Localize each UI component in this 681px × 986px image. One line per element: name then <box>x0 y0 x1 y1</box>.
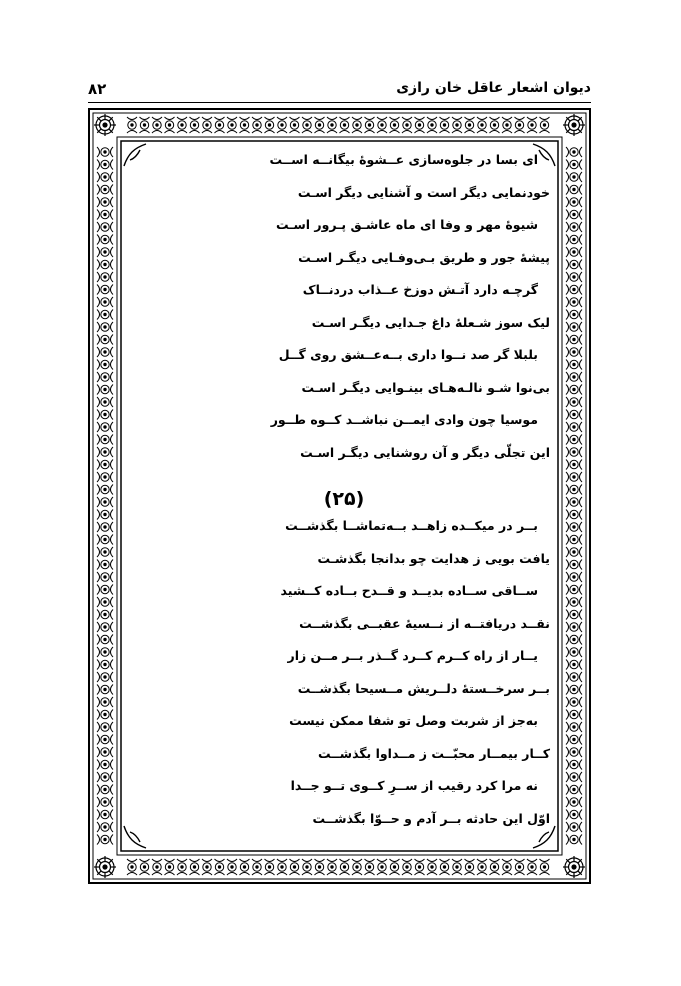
border-motif <box>540 859 550 875</box>
border-motif <box>566 560 582 570</box>
border-motif <box>97 160 113 170</box>
border-motif <box>97 360 113 370</box>
border-motif <box>566 435 582 445</box>
border-corner-rosette <box>563 856 585 878</box>
border-motif <box>566 335 582 345</box>
running-title: دیوان اشعار عاقل خان رازی <box>396 80 591 96</box>
border-motif <box>165 117 175 133</box>
border-motif <box>365 859 375 875</box>
border-motif <box>177 117 187 133</box>
border-motif <box>97 197 113 207</box>
border-motif <box>566 160 582 170</box>
border-motif <box>140 859 150 875</box>
border-motif <box>566 460 582 470</box>
border-motif <box>97 510 113 520</box>
border-motif <box>97 647 113 657</box>
border-motif <box>452 117 462 133</box>
border-motif <box>402 117 412 133</box>
verse-second-hemistich: اوّل این حادثه بــر آدم و حــوّا بگذشــت <box>312 810 550 826</box>
border-motif <box>97 722 113 732</box>
border-motif <box>427 859 437 875</box>
border-motif <box>365 117 375 133</box>
border-motif <box>440 117 450 133</box>
border-motif <box>227 117 237 133</box>
verse-first-hemistich: بــر در میکــده زاهــد بــه‌تماشــا بگذشــت <box>285 518 538 533</box>
border-motif <box>277 117 287 133</box>
verse-second-hemistich: کــار بیمــار محبّــت ز مــداوا بگذشــت <box>318 745 550 761</box>
border-motif <box>566 197 582 207</box>
border-motif <box>515 117 525 133</box>
verse-first-hemistich: نه مرا کرد رقیب از ســرِ کــوی تــو جــدا <box>290 778 538 793</box>
border-motif <box>202 117 212 133</box>
border-motif <box>566 247 582 257</box>
border-motif <box>566 272 582 282</box>
inner-corner-flourish <box>533 826 555 848</box>
border-motif <box>177 859 187 875</box>
border-motif <box>566 772 582 782</box>
border-motif <box>240 117 250 133</box>
border-motif <box>97 347 113 357</box>
border-motif <box>566 147 582 157</box>
border-motif <box>465 117 475 133</box>
border-motif <box>215 117 225 133</box>
border-corner-rosette <box>563 114 585 136</box>
border-motif <box>566 447 582 457</box>
border-motif <box>566 410 582 420</box>
border-motif <box>97 210 113 220</box>
border-motif <box>97 672 113 682</box>
border-motif <box>566 472 582 482</box>
border-motif <box>290 117 300 133</box>
border-motif <box>566 747 582 757</box>
border-motif <box>566 647 582 657</box>
border-motif <box>490 859 500 875</box>
border-motif <box>97 835 113 845</box>
border-motif <box>97 247 113 257</box>
border-motif <box>97 422 113 432</box>
border-motif <box>97 585 113 595</box>
border-motif <box>97 797 113 807</box>
border-motif <box>97 747 113 757</box>
border-motif <box>97 485 113 495</box>
verse-first-hemistich: یــار از راه کــرم کــرد گــذر بــر مــن زار <box>287 648 538 663</box>
border-motif <box>97 685 113 695</box>
border-motif <box>97 760 113 770</box>
border-motif <box>566 172 582 182</box>
border-motif <box>97 172 113 182</box>
border-motif <box>402 859 412 875</box>
border-motif <box>265 859 275 875</box>
inner-corner-flourish <box>124 144 146 166</box>
border-motif <box>477 859 487 875</box>
border-motif <box>97 785 113 795</box>
border-motif <box>97 472 113 482</box>
border-motif <box>140 117 150 133</box>
border-motif <box>265 117 275 133</box>
verse-first-hemistich: ســاقی ســاده بدیــد و قــدح بــاده کــشید <box>280 583 538 598</box>
border-motif <box>566 222 582 232</box>
border-motif <box>97 185 113 195</box>
border-motif <box>97 272 113 282</box>
border-motif <box>97 397 113 407</box>
border-motif <box>566 397 582 407</box>
border-motif <box>566 260 582 270</box>
border-motif <box>566 672 582 682</box>
border-motif <box>152 117 162 133</box>
border-motif <box>97 410 113 420</box>
header-rule <box>88 102 591 103</box>
border-motif <box>97 622 113 632</box>
verse-second-hemistich: بــر سرخــستهٔ دلــریش مــسیحا بگذشــت <box>297 680 550 696</box>
border-motif <box>440 859 450 875</box>
border-motif <box>302 859 312 875</box>
border-motif <box>566 185 582 195</box>
border-motif <box>566 810 582 820</box>
border-motif <box>566 535 582 545</box>
page-header <box>88 80 591 102</box>
page-number: ۸۲ <box>88 80 107 98</box>
border-motif <box>97 385 113 395</box>
border-motif <box>515 859 525 875</box>
border-motif <box>97 697 113 707</box>
verse-second-hemistich: بی‌نوا شـو نالـه‌هـای بینـوایی دیگـر اسـت <box>301 379 550 395</box>
verse-second-hemistich: نقــد دریافتــه از نــسیهٔ عقبــی بگذشــت <box>299 615 550 631</box>
border-motif <box>566 547 582 557</box>
border-motif <box>97 710 113 720</box>
border-motif <box>315 859 325 875</box>
border-motif <box>97 497 113 507</box>
border-motif <box>566 347 582 357</box>
border-corner-rosette <box>94 856 116 878</box>
border-motif <box>566 522 582 532</box>
border-motif <box>377 117 387 133</box>
border-motif <box>97 810 113 820</box>
border-motif <box>97 372 113 382</box>
border-motif <box>566 422 582 432</box>
border-motif <box>327 859 337 875</box>
border-motif <box>97 222 113 232</box>
border-motif <box>127 117 137 133</box>
border-motif <box>97 572 113 582</box>
border-motif <box>252 117 262 133</box>
border-motif <box>97 822 113 832</box>
border-motif <box>477 117 487 133</box>
inner-corner-flourish <box>124 826 146 848</box>
border-motif <box>302 117 312 133</box>
border-motif <box>165 859 175 875</box>
border-corner-rosette <box>94 114 116 136</box>
border-motif <box>97 535 113 545</box>
border-motif <box>566 310 582 320</box>
border-motif <box>97 660 113 670</box>
border-motif <box>190 117 200 133</box>
border-motif <box>97 285 113 295</box>
border-motif <box>566 785 582 795</box>
verse-first-hemistich: موسیا چون وادی ایمــن نباشــد کــوه طــور <box>270 412 538 427</box>
border-motif <box>427 117 437 133</box>
border-motif <box>566 297 582 307</box>
border-motif <box>566 385 582 395</box>
border-motif <box>390 117 400 133</box>
border-motif <box>252 859 262 875</box>
border-motif <box>566 660 582 670</box>
border-motif <box>352 117 362 133</box>
border-motif <box>566 372 582 382</box>
verse-first-hemistich: ای بسا در جلوه‌سازی عــشوهٔ بیگانــه اســت <box>269 152 538 167</box>
border-motif <box>202 859 212 875</box>
border-motif <box>97 597 113 607</box>
border-motif <box>327 117 337 133</box>
border-motif <box>465 859 475 875</box>
border-motif <box>566 760 582 770</box>
border-motif <box>490 117 500 133</box>
border-motif <box>352 859 362 875</box>
border-motif <box>566 835 582 845</box>
border-motif <box>97 335 113 345</box>
border-motif <box>566 822 582 832</box>
border-motif <box>277 859 287 875</box>
border-motif <box>566 622 582 632</box>
border-motif <box>390 859 400 875</box>
border-motif <box>566 285 582 295</box>
border-motif <box>566 685 582 695</box>
border-motif <box>502 117 512 133</box>
border-motif <box>566 797 582 807</box>
border-motif <box>240 859 250 875</box>
border-motif <box>566 722 582 732</box>
border-motif <box>152 859 162 875</box>
border-motif <box>97 635 113 645</box>
border-motif <box>566 210 582 220</box>
border-motif <box>97 610 113 620</box>
verse-second-hemistich: یافت بویی ز هدایت چو بدانجا بگذشـت <box>317 550 550 566</box>
border-motif <box>377 859 387 875</box>
border-motif <box>502 859 512 875</box>
border-motif <box>566 635 582 645</box>
border-motif <box>340 117 350 133</box>
border-motif <box>227 859 237 875</box>
border-motif <box>315 117 325 133</box>
verse-second-hemistich: پیشهٔ جور و طریق بـی‌وفـایی دیگـر اسـت <box>298 249 550 265</box>
border-motif <box>566 597 582 607</box>
border-motif <box>97 560 113 570</box>
border-motif <box>97 522 113 532</box>
border-motif <box>127 859 137 875</box>
verse-first-hemistich: بلبلا گر صد نــوا داری بــه‌عــشق روی گــل <box>278 347 538 362</box>
border-motif <box>566 697 582 707</box>
border-motif <box>527 859 537 875</box>
border-motif <box>97 260 113 270</box>
border-motif <box>566 360 582 370</box>
border-motif <box>540 117 550 133</box>
verse-second-hemistich: لیک سوز شـعلهٔ داغ جـدایی دیگـر اسـت <box>311 314 550 330</box>
border-motif <box>566 710 582 720</box>
border-motif <box>452 859 462 875</box>
verse-first-hemistich: به‌جز از شربت وصل تو شفا ممکن نیست <box>289 713 538 728</box>
border-motif <box>97 147 113 157</box>
border-motif <box>97 435 113 445</box>
border-motif <box>566 485 582 495</box>
border-motif <box>566 585 582 595</box>
border-motif <box>290 859 300 875</box>
verse-second-hemistich: این تجلّی دیگر و آن روشنایی دیگـر اسـت <box>300 444 550 460</box>
border-motif <box>97 297 113 307</box>
border-motif <box>566 497 582 507</box>
border-motif <box>215 859 225 875</box>
ghazal-number: (۲۵) <box>323 488 365 510</box>
border-motif <box>566 235 582 245</box>
border-motif <box>97 310 113 320</box>
border-motif <box>566 322 582 332</box>
border-motif <box>415 859 425 875</box>
border-motif <box>97 447 113 457</box>
verse-first-hemistich: شیوهٔ مهر و وفا ای ماه عاشـق پـرور اسـت <box>275 217 538 232</box>
border-motif <box>97 772 113 782</box>
border-motif <box>415 117 425 133</box>
verse-first-hemistich: گرچـه دارد آتـش دوزخ عــذاب دردنــاک <box>302 282 538 297</box>
border-motif <box>566 735 582 745</box>
border-motif <box>97 235 113 245</box>
border-motif <box>566 572 582 582</box>
border-motif <box>566 610 582 620</box>
border-motif <box>566 510 582 520</box>
border-motif <box>340 859 350 875</box>
border-motif <box>97 735 113 745</box>
border-motif <box>97 322 113 332</box>
border-motif <box>97 460 113 470</box>
border-motif <box>97 547 113 557</box>
verse-second-hemistich: خودنمایی دیگر است و آشنایی دیگر اسـت <box>297 184 550 200</box>
border-motif <box>190 859 200 875</box>
border-motif <box>527 117 537 133</box>
